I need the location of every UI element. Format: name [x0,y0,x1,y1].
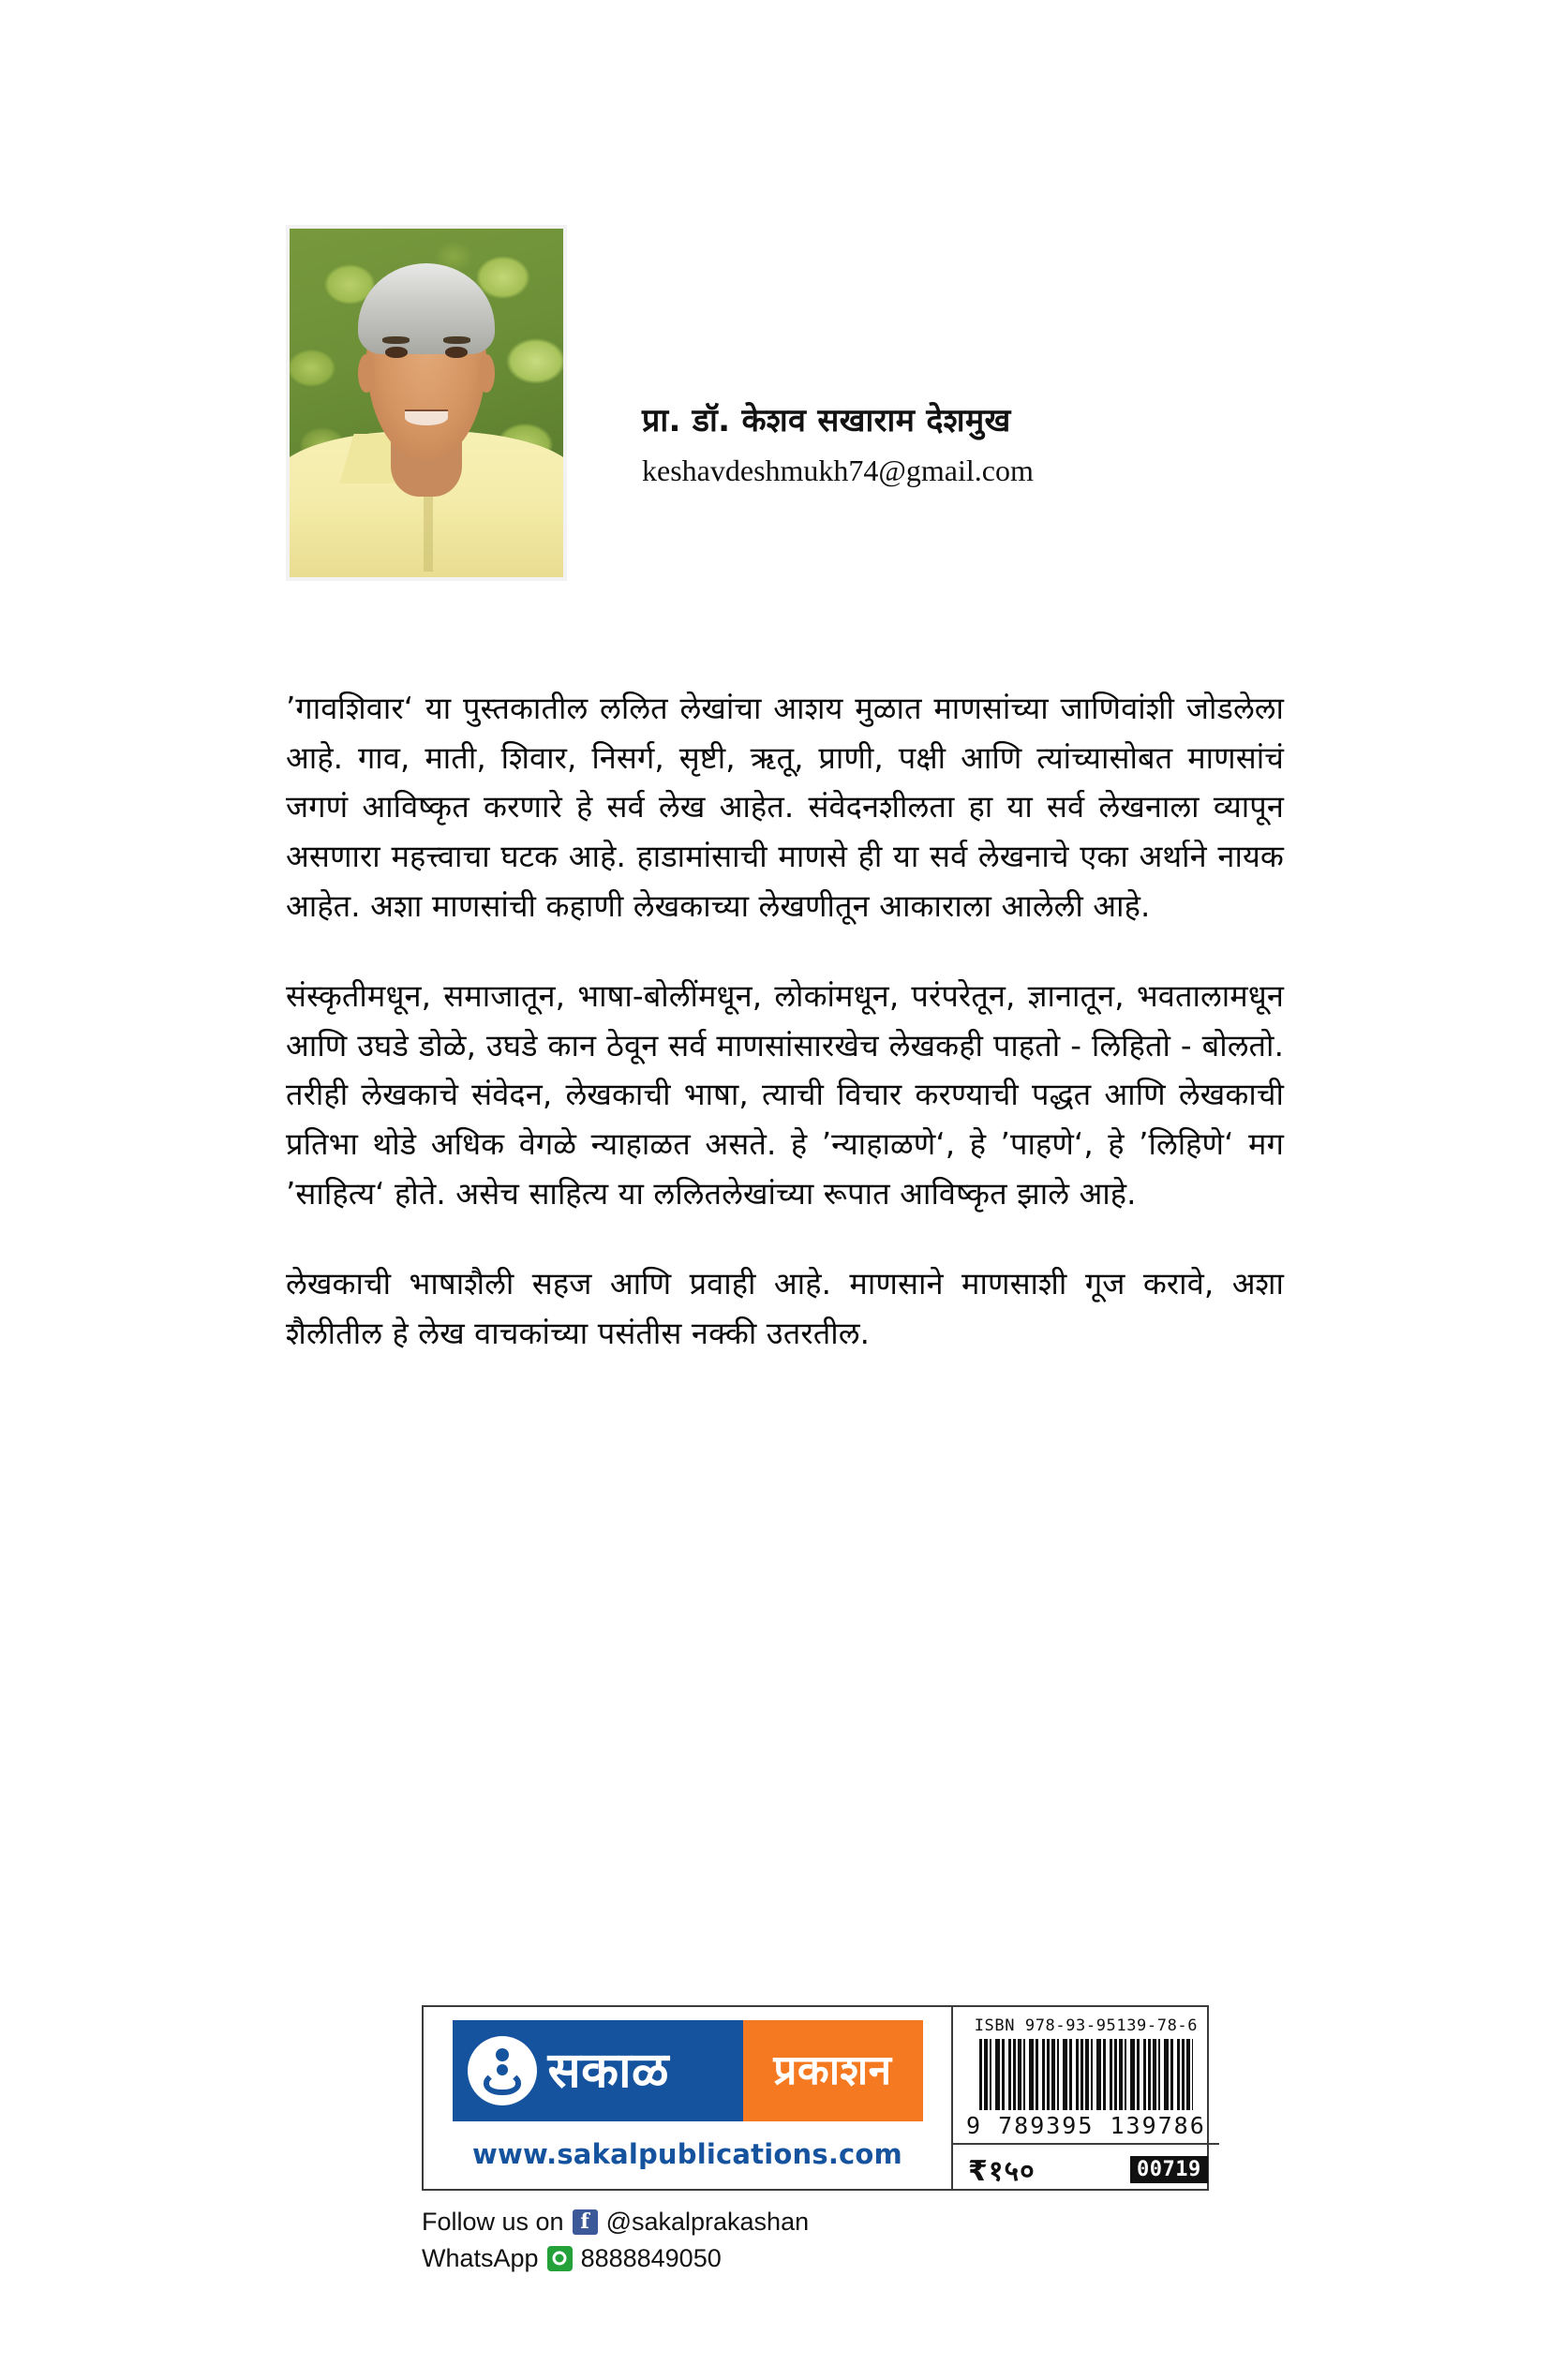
facebook-handle[interactable]: @sakalprakashan [605,2208,810,2236]
photo-eyebrow-right [443,336,470,343]
publisher-website-link[interactable]: www.sakalpublications.com [472,2138,902,2170]
author-meta [642,401,1298,488]
facebook-icon[interactable] [573,2209,598,2235]
whatsapp-number[interactable]: 8888849050 [580,2244,722,2273]
whatsapp-icon[interactable] [547,2246,573,2271]
publisher-panel [424,2007,953,2189]
price-value: ₹१५० [968,2154,1036,2188]
photo-hair [358,263,495,354]
blurb-text-block [286,684,1284,1359]
barcode-area [953,2007,1219,2145]
author-email: keshavdeshmukh74@gmail.com [642,453,1034,487]
facebook-row [422,2204,1209,2240]
photo-eye-left [385,347,407,357]
publisher-logo-orange-section [743,2020,923,2121]
whatsapp-row [422,2240,1209,2277]
internal-code-badge: 00719 [1130,2156,1208,2183]
blurb-paragraph-2: संस्कृतीमधून, समाजातून, भाषा-बोलींमधून, लोकांमधून, परंपरेतून, ज्ञानातून, भवतालामधून आणि उघडे डोळे, उघडे कान ठेवून सर्व माणसांसारखेच लेखकही पाहतो - लिहितो - बोलतो. तरीही लेखकाचे संवेदन, लेखकाची भाषा, त्याची विचार करण्याची पद्धत आणि लेखकाची प्रतिभा थोडे अधिक वेगळे न्याहाळत असते. हे ’न्याहाळणे‘, हे ’पाहणे‘, हे ’लिहिणे‘ मग ’साहित्य‘ होते. असेच साहित्य या ललितलेखांच्या रूपात आविष्कृत झाले आहे. [286,978,1284,1212]
publisher-logo-primary-text: सकाळ [547,2043,670,2099]
publisher-barcode-box [422,2005,1209,2191]
author-block [286,225,1307,590]
author-name: प्रा. डॉ. केशव सखाराम देशमुख [642,402,1011,439]
barcode-panel [953,2007,1219,2189]
publisher-logo [453,2020,923,2121]
barcode-digits: 9 789395 139786 [966,2112,1206,2139]
whatsapp-label: WhatsApp [422,2244,539,2273]
photo-ear-left [358,354,375,393]
photo-eyebrow-left [382,336,410,343]
author-photo [286,225,567,581]
photo-foliage-background [290,229,563,577]
sakal-emblem-icon [468,2036,537,2105]
publisher-logo-secondary-text: प्रकाशन [773,2046,892,2094]
isbn-label: ISBN 978-93-95139-78-6 [974,2016,1199,2035]
blurb-paragraph-1: ’गावशिवार‘ या पुस्तकातील ललित लेखांचा आशय मुळात माणसांच्या जाणिवांशी जोडलेला आहे. गाव, माती, शिवार, निसर्ग, सृष्टी, ऋतू, प्राणी, पक्षी आणि त्यांच्यासोबत माणसांचं जगणं आविष्कृत करणारे हे सर्व लेख आहेत. संवेदनशीलता हा या सर्व लेखनाला व्यापून असणारा महत्त्वाचा घटक आहे. हाडामांसाची माणसे ही या सर्व लेखनाचे एका अर्थाने नायक आहेत. अशा माणसांची कहाणी लेखकाच्या लेखणीतून आकाराला आलेली आहे. [286,691,1284,924]
barcode-bars [979,2039,1193,2110]
blurb-paragraph-3: लेखकाची भाषाशैली सहज आणि प्रवाही आहे. माणसाने माणसाशी गूज करावे, अशा शैलीतील हे लेख वाचकांच्या पसंतीस नक्की उतरतील. [286,1266,1284,1352]
photo-ear-right [478,354,495,393]
footer [422,2005,1209,2277]
social-links [422,2204,1209,2277]
publisher-logo-blue-section [453,2020,743,2121]
photo-eye-right [445,347,467,357]
follow-us-label: Follow us on [422,2208,564,2236]
price-row [953,2145,1219,2194]
